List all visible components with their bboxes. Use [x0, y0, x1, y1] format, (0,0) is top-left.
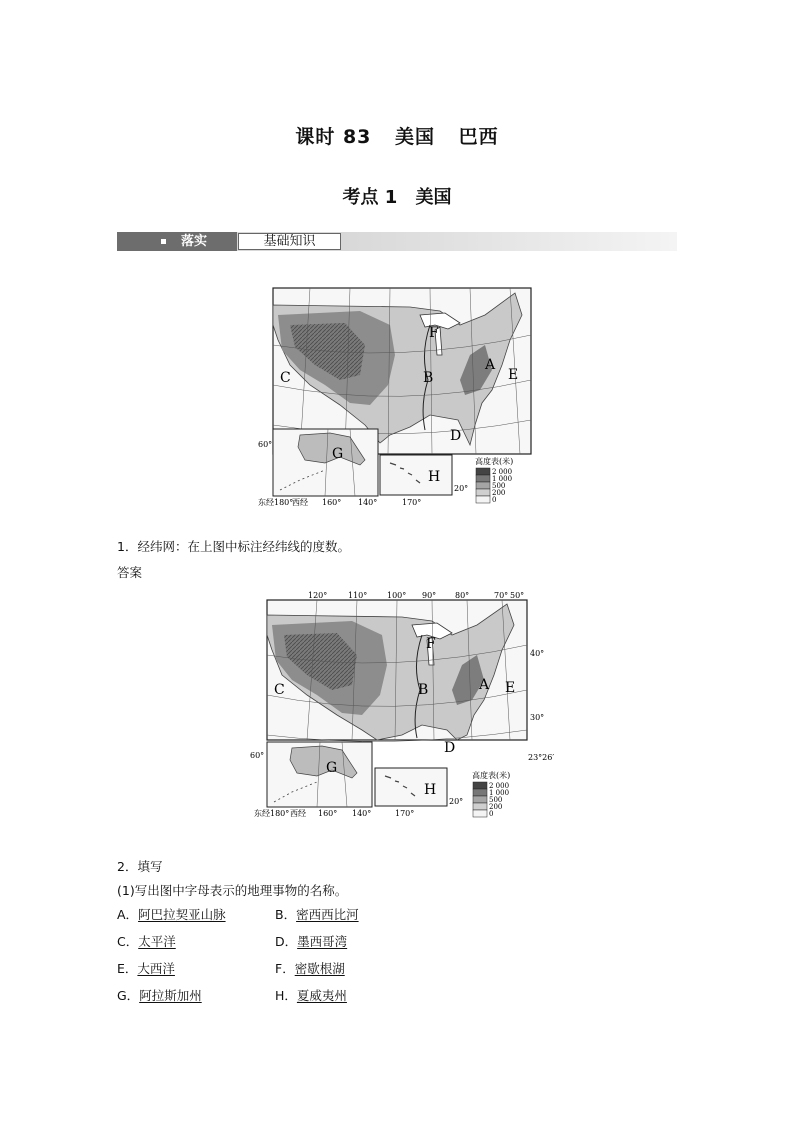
usa-map-answer [250, 590, 555, 825]
lon-label-90: 90° [422, 591, 437, 600]
map-label-g: G [326, 760, 338, 776]
page-title [0, 122, 794, 149]
label-lat20: 20° [449, 797, 464, 806]
answer-row [117, 905, 517, 932]
answer-e-value: 大西洋 [137, 961, 175, 976]
label-lat60: 60° [258, 440, 273, 449]
map-label-f: F [426, 636, 436, 652]
map-label-d: D [444, 740, 456, 756]
map-label-e: E [505, 680, 516, 696]
question-2-sub: (1)写出图中字母表示的地理事物的名称。 [117, 883, 348, 898]
label-lon160: 160° [318, 809, 338, 818]
label-lat20: 20° [454, 484, 469, 493]
lat-label-23: 23°26′ [528, 753, 555, 762]
legend-title: 高度表(米) [475, 457, 514, 466]
label-lon170: 170° [402, 498, 422, 507]
answer-g: G．阿拉斯加州 [117, 988, 202, 1003]
banner-right-text: 基础知识 [238, 233, 341, 250]
answer-row [117, 986, 517, 1013]
label-west: 西经 [292, 498, 308, 507]
answer-row [117, 959, 517, 986]
hawaii-inset-frame [380, 455, 452, 495]
answer-b-value: 密西西比河 [296, 907, 359, 922]
answer-b: B．密西西比河 [275, 907, 359, 922]
answer-h-value: 夏威夷州 [296, 988, 347, 1003]
lat-label-40: 40° [530, 649, 545, 658]
map-label-b: B [423, 370, 434, 386]
legend-swatch-2000 [476, 468, 490, 475]
legend-swatch-2000 [473, 782, 487, 789]
usa-map-question [258, 285, 535, 515]
answer-row [117, 932, 517, 959]
label-lon170: 170° [395, 809, 415, 818]
map-label-b: B [418, 682, 429, 698]
label-east180: 东经180° [258, 498, 294, 507]
map-label-c: C [280, 370, 291, 386]
legend-level-200: 200 [489, 803, 503, 811]
lon-label-80: 80° [455, 591, 470, 600]
legend-level-0: 0 [492, 496, 497, 504]
legend-level-1000: 1 000 [489, 789, 510, 797]
map-label-a: A [485, 357, 496, 373]
answer-label: 答案 [117, 565, 143, 580]
legend-level-2000: 2 000 [489, 782, 510, 790]
lon-label-70: 70° [494, 591, 509, 600]
answer-c: C．太平洋 [117, 934, 176, 949]
legend-swatch-0 [473, 810, 487, 817]
answer-f: F．密歇根湖 [275, 961, 345, 976]
label-east180: 东经180° [254, 809, 290, 818]
map-label-f: F [429, 325, 439, 341]
answer-a: A．阿巴拉契亚山脉 [117, 907, 226, 922]
lon-label-100: 100° [387, 591, 407, 600]
legend-swatch-200 [476, 489, 490, 496]
banner-left-text: 落实 [181, 234, 208, 249]
section-title [0, 183, 794, 209]
topic-usa: 美国 [395, 126, 436, 148]
legend-swatch-1000 [473, 789, 487, 796]
answer-g-value: 阿拉斯加州 [139, 988, 202, 1003]
label-west: 西经 [290, 809, 306, 818]
section-banner [117, 232, 677, 251]
legend-title: 高度表(米) [472, 771, 511, 780]
label-lat60: 60° [250, 751, 265, 760]
map-label-c: C [274, 682, 285, 698]
topic-brazil: 巴西 [458, 126, 499, 148]
answer-d: D．墨西哥湾 [275, 934, 348, 949]
map-label-h: H [428, 469, 441, 485]
label-lon140: 140° [358, 498, 378, 507]
map-label-h: H [424, 782, 437, 798]
section-name: 美国 [415, 187, 452, 208]
answer-d-value: 墨西哥湾 [297, 934, 348, 949]
map-label-g: G [332, 446, 344, 462]
map-label-e: E [508, 367, 519, 383]
legend-level-500: 500 [492, 482, 506, 490]
question-1: 1．经纬网：在上图中标注经纬线的度数。 [117, 539, 350, 554]
answer-h: H．夏威夷州 [275, 988, 347, 1003]
label-lon160: 160° [322, 498, 342, 507]
section-label: 考点 1 [342, 187, 398, 208]
legend-level-2000: 2 000 [492, 468, 513, 476]
lesson-number: 课时 83 [295, 126, 372, 148]
map-label-d: D [450, 428, 462, 444]
legend-level-1000: 1 000 [492, 475, 513, 483]
answer-a-value: 阿巴拉契亚山脉 [138, 907, 226, 922]
legend-level-200: 200 [492, 489, 506, 497]
answer-e: E．大西洋 [117, 961, 175, 976]
legend-level-500: 500 [489, 796, 503, 804]
legend-swatch-200 [473, 803, 487, 810]
legend-swatch-1000 [476, 475, 490, 482]
lat-label-30: 30° [530, 713, 545, 722]
lon-label-120: 120° [308, 591, 328, 600]
label-lon140: 140° [352, 809, 372, 818]
answer-c-value: 太平洋 [138, 934, 176, 949]
legend-swatch-500 [473, 796, 487, 803]
banner-left [117, 232, 237, 251]
map-label-a: A [479, 677, 490, 693]
lon-label-110: 110° [348, 591, 368, 600]
question-2-title: 2．填写 [117, 859, 163, 874]
banner-square-icon [161, 239, 166, 244]
lon-label-50: 50° [510, 591, 525, 600]
legend-swatch-0 [476, 496, 490, 503]
legend-level-0: 0 [489, 810, 494, 818]
legend-swatch-500 [476, 482, 490, 489]
answer-f-value: 密歇根湖 [294, 961, 345, 976]
answer-grid [117, 905, 517, 1013]
